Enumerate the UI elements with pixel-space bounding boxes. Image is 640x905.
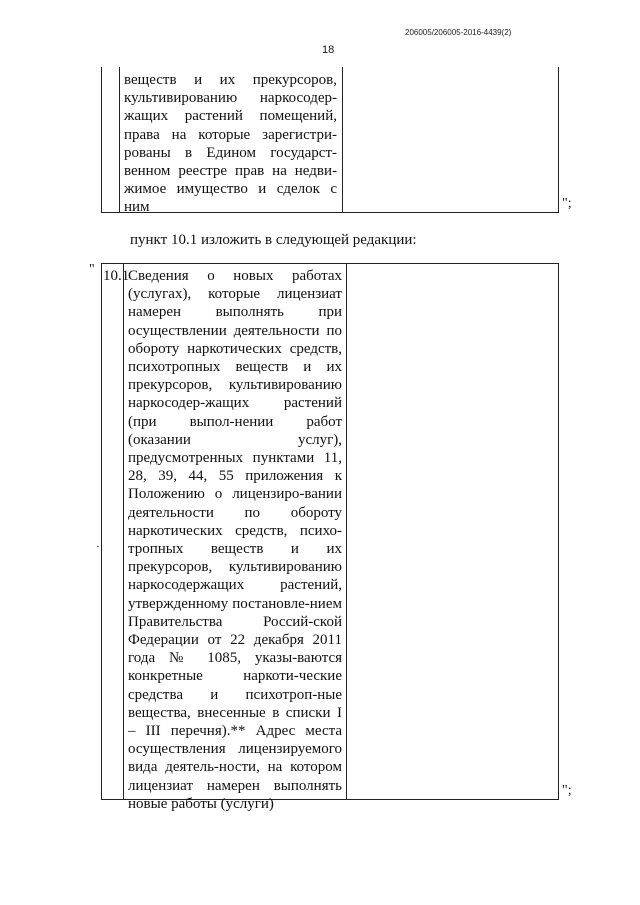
stray-mark: · xyxy=(96,539,100,553)
column-divider xyxy=(346,264,347,799)
column-divider xyxy=(123,264,124,799)
table-continuation xyxy=(101,67,559,216)
closing-quote-mark: "; xyxy=(562,196,572,211)
item-number: 10.1 xyxy=(103,268,130,284)
table-cell-description: веществ и их прекурсоров, культивированию наркосодер-жащих растений помещений, права на которые зарегистри-рованы в Едином государст-венном реестре прав на недви-жимое имущество и сделок с ним xyxy=(124,72,337,216)
page-number: 18 xyxy=(322,44,335,56)
document-id: 206005/206005-2016-4439(2) xyxy=(405,28,512,37)
column-divider xyxy=(119,67,120,212)
table-cell-description: Сведения о новых работах (услугах), которые лицензиат намерен выполнять при осуществлении деятельности по обороту наркотических средств, психотропных веществ и их прекурсоров, культивированию наркосодер-жащих растений (при выпол-нении работ (оказании услуг), предусмотренных пунктами 11, 28, 39, 44, 55 приложения к Положению о лицензиро-вании деятельности по обороту наркотических средств, психо-тропных веществ и их прекурсоров, культивированию наркосодержащих растений, утвержденному постановле-нием Правительства Россий-ской Федерации от 22 декабря 2011 года № 1085, указы-ваются конкретные наркоти-ческие средства и психотроп-ные вещества, внесенные в списки I – III перечня).** Адрес места осуществления лицензируемого вида деятель-ности, на котором лицензиат намерен выполнять новые работы (услуги) xyxy=(128,268,342,812)
closing-quote-mark: "; xyxy=(562,783,572,798)
opening-quote-mark: " xyxy=(89,262,95,277)
column-divider xyxy=(342,67,343,212)
amendment-instruction: пункт 10.1 изложить в следующей редакции: xyxy=(130,232,417,248)
table-item-10-1 xyxy=(101,263,559,812)
